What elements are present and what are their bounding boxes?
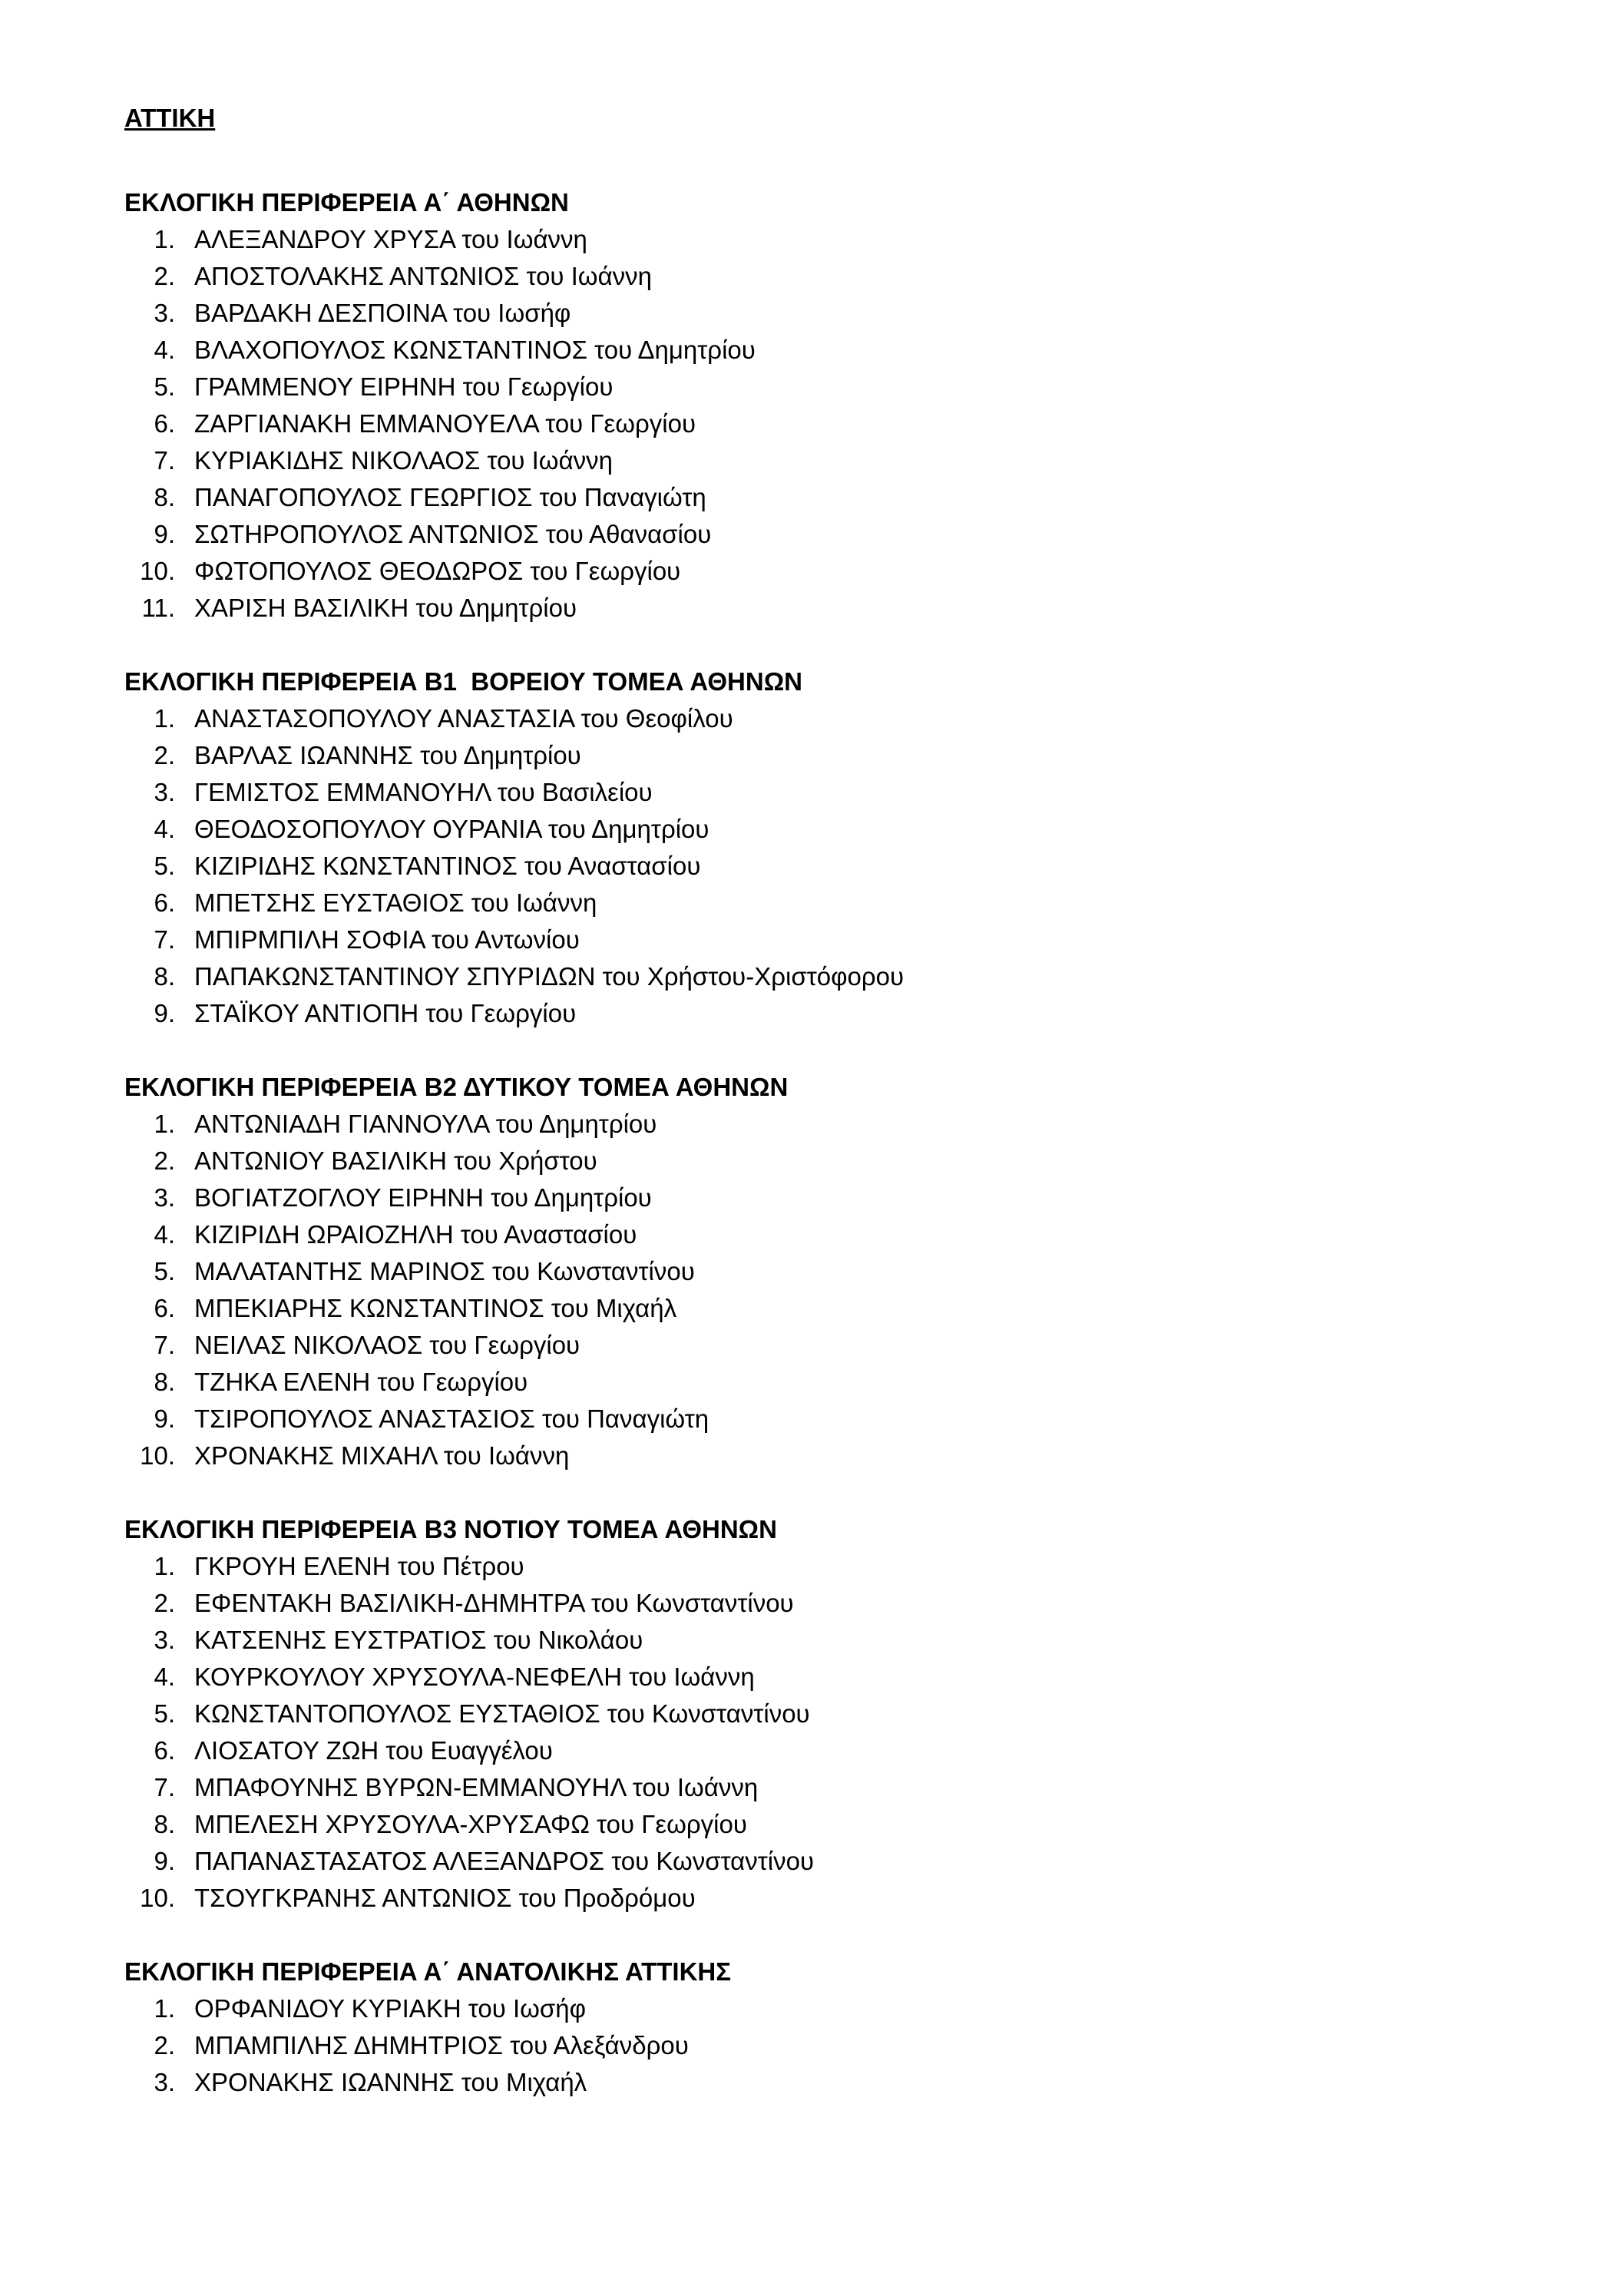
section-athens-b1 — [124, 663, 1583, 1032]
item-text: ΕΦΕΝΤΑΚΗ ΒΑΣΙΛΙΚΗ-ΔΗΜΗΤΡΑ του Κωνσταντίνου — [194, 1589, 794, 1617]
list-item — [124, 1990, 1583, 2027]
list-item — [124, 479, 1583, 516]
item-text: ΜΠΙΡΜΠΙΛΗ ΣΟΦΙΑ του Αντωνίου — [194, 925, 580, 954]
item-text: ΚΙΖΙΡΙΔΗΣ ΚΩΝΣΤΑΝΤΙΝΟΣ του Αναστασίου — [194, 852, 701, 880]
section-athens-a — [124, 184, 1583, 627]
item-text: ΤΣΟΥΓΚΡΑΝΗΣ ΑΝΤΩΝΙΟΣ του Προδρόμου — [194, 1884, 696, 1912]
item-number: 5. — [154, 1699, 175, 1728]
item-number: 1. — [154, 225, 175, 253]
item-number: 7. — [154, 925, 175, 954]
item-number: 6. — [154, 409, 175, 438]
item-text: ΝΕΙΛΑΣ ΝΙΚΟΛΑΟΣ του Γεωργίου — [194, 1331, 580, 1359]
list-item — [124, 553, 1583, 590]
item-number: 2. — [154, 1146, 175, 1175]
item-text: ΑΝΑΣΤΑΣΟΠΟΥΛΟΥ ΑΝΑΣΤΑΣΙΑ του Θεοφίλου — [194, 704, 733, 733]
document-body — [124, 100, 1583, 2138]
list-item — [124, 332, 1583, 369]
item-number: 9. — [154, 999, 175, 1027]
list-item — [124, 1437, 1583, 1474]
item-text: ΓΚΡΟΥΗ ΕΛΕΝΗ του Πέτρου — [194, 1552, 524, 1580]
item-number: 10. — [140, 1884, 175, 1912]
item-number: 4. — [154, 336, 175, 364]
item-number: 10. — [140, 557, 175, 585]
item-text: ΜΠΕΤΣΗΣ ΕΥΣΤΑΘΙΟΣ του Ιωάννη — [194, 888, 597, 917]
candidate-list — [124, 221, 1583, 627]
section-athens-b3 — [124, 1511, 1583, 1917]
list-item — [124, 258, 1583, 295]
list-item — [124, 1364, 1583, 1401]
candidate-list — [124, 1548, 1583, 1917]
list-item — [124, 995, 1583, 1032]
item-number: 3. — [154, 1183, 175, 1212]
item-number: 7. — [154, 1331, 175, 1359]
item-number: 2. — [154, 2031, 175, 2059]
item-text: ΒΟΓΙΑΤΖΟΓΛΟΥ ΕΙΡΗΝΗ του Δημητρίου — [194, 1183, 652, 1212]
list-item — [124, 516, 1583, 553]
item-number: 2. — [154, 1589, 175, 1617]
item-text: ΠΑΠΑΝΑΣΤΑΣΑΤΟΣ ΑΛΕΞΑΝΔΡΟΣ του Κωνσταντίνου — [194, 1847, 815, 1875]
item-number: 3. — [154, 299, 175, 327]
list-item — [124, 295, 1583, 332]
section-heading: ΕΚΛΟΓΙΚΗ ΠΕΡΙΦΕΡΕΙΑ Β3 ΝΟΤΙΟΥ ΤΟΜΕΑ ΑΘΗΝΩΝ — [124, 1515, 777, 1543]
section-east-attica-a — [124, 1954, 1583, 2101]
item-number: 1. — [154, 1110, 175, 1138]
item-number: 9. — [154, 1404, 175, 1433]
list-item — [124, 369, 1583, 405]
item-number: 11. — [141, 594, 175, 622]
item-text: ΜΠΑΜΠΙΛΗΣ ΔΗΜΗΤΡΙΟΣ του Αλεξάνδρου — [194, 2031, 689, 2059]
item-number: 5. — [154, 852, 175, 880]
list-item — [124, 2064, 1583, 2101]
list-item — [124, 774, 1583, 811]
item-text: ΒΑΡΔΑΚΗ ΔΕΣΠΟΙΝΑ του Ιωσήφ — [194, 299, 571, 327]
item-text: ΤΖΗΚΑ ΕΛΕΝΗ του Γεωργίου — [194, 1368, 528, 1396]
item-number: 7. — [154, 446, 175, 475]
list-item — [124, 1106, 1583, 1143]
list-item — [124, 1216, 1583, 1253]
item-text: ΖΑΡΓΙΑΝΑΚΗ ΕΜΜΑΝΟΥΕΛΑ του Γεωργίου — [194, 409, 696, 438]
item-text: ΑΛΕΞΑΝΔΡΟΥ ΧΡΥΣΑ του Ιωάννη — [194, 225, 587, 253]
item-number: 5. — [154, 1257, 175, 1285]
list-item — [124, 885, 1583, 921]
section-heading: ΕΚΛΟΓΙΚΗ ΠΕΡΙΦΕΡΕΙΑ Α΄ ΑΝΑΤΟΛΙΚΗΣ ΑΤΤΙΚΗΣ — [124, 1957, 732, 1986]
list-item — [124, 405, 1583, 442]
section-athens-b2 — [124, 1069, 1583, 1474]
list-item — [124, 2027, 1583, 2064]
item-number: 10. — [140, 1441, 175, 1470]
list-item — [124, 1622, 1583, 1659]
item-text: ΜΠΕΚΙΑΡΗΣ ΚΩΝΣΤΑΝΤΙΝΟΣ του Μιχαήλ — [194, 1294, 677, 1322]
item-text: ΚΥΡΙΑΚΙΔΗΣ ΝΙΚΟΛΑΟΣ του Ιωάννη — [194, 446, 613, 475]
item-number: 4. — [154, 1220, 175, 1249]
item-number: 4. — [154, 815, 175, 843]
item-text: ΑΝΤΩΝΙΟΥ ΒΑΣΙΛΙΚΗ του Χρήστου — [194, 1146, 597, 1175]
candidate-list — [124, 700, 1583, 1032]
list-item — [124, 442, 1583, 479]
list-item — [124, 1880, 1583, 1917]
item-number: 9. — [154, 520, 175, 548]
item-text: ΧΡΟΝΑΚΗΣ ΜΙΧΑΗΛ του Ιωάννη — [194, 1441, 570, 1470]
list-item — [124, 1732, 1583, 1769]
list-item — [124, 1179, 1583, 1216]
item-number: 2. — [154, 741, 175, 769]
item-text: ΚΩΝΣΤΑΝΤΟΠΟΥΛΟΣ ΕΥΣΤΑΘΙΟΣ του Κωνσταντίνου — [194, 1699, 810, 1728]
list-item — [124, 848, 1583, 885]
list-item — [124, 221, 1583, 258]
item-text: ΣΩΤΗΡΟΠΟΥΛΟΣ ΑΝΤΩΝΙΟΣ του Αθανασίου — [194, 520, 712, 548]
item-text: ΓΕΜΙΣΤΟΣ ΕΜΜΑΝΟΥΗΛ του Βασιλείου — [194, 778, 653, 806]
item-text: ΘΕΟΔΟΣΟΠΟΥΛΟΥ ΟΥΡΑΝΙΑ του Δημητρίου — [194, 815, 709, 843]
section-heading: ΕΚΛΟΓΙΚΗ ΠΕΡΙΦΕΡΕΙΑ Β1 ΒΟΡΕΙΟΥ ΤΟΜΕΑ ΑΘΗΝΩΝ — [124, 667, 802, 696]
item-text: ΜΠΕΛΕΣΗ ΧΡΥΣΟΥΛΑ-ΧΡΥΣΑΦΩ του Γεωργίου — [194, 1810, 747, 1838]
item-number: 3. — [154, 2068, 175, 2096]
item-number: 6. — [154, 1736, 175, 1765]
item-text: ΜΠΑΦΟΥΝΗΣ ΒΥΡΩΝ-ΕΜΜΑΝΟΥΗΛ του Ιωάννη — [194, 1773, 759, 1801]
list-item — [124, 958, 1583, 995]
item-number: 8. — [154, 962, 175, 991]
list-item — [124, 700, 1583, 737]
item-text: ΠΑΠΑΚΩΝΣΤΑΝΤΙΝΟΥ ΣΠΥΡΙΔΩΝ του Χρήστου-Χριστόφορου — [194, 962, 905, 991]
item-number: 8. — [154, 1368, 175, 1396]
item-number: 1. — [154, 1552, 175, 1580]
section-heading: ΕΚΛΟΓΙΚΗ ΠΕΡΙΦΕΡΕΙΑ Β2 ΔΥΤΙΚΟΥ ΤΟΜΕΑ ΑΘΗΝΩΝ — [124, 1073, 789, 1101]
item-text: ΦΩΤΟΠΟΥΛΟΣ ΘΕΟΔΩΡΟΣ του Γεωργίου — [194, 557, 681, 585]
document-title: ΑΤΤΙΚΗ — [124, 104, 216, 132]
item-text: ΣΤΑΪΚΟΥ ΑΝΤΙΟΠΗ του Γεωργίου — [194, 999, 577, 1027]
item-text: ΑΠΟΣΤΟΛΑΚΗΣ ΑΝΤΩΝΙΟΣ του Ιωάννη — [194, 262, 652, 290]
item-text: ΟΡΦΑΝΙΔΟΥ ΚΥΡΙΑΚΗ του Ιωσήφ — [194, 1994, 587, 2023]
item-text: ΒΛΑΧΟΠΟΥΛΟΣ ΚΩΝΣΤΑΝΤΙΝΟΣ του Δημητρίου — [194, 336, 756, 364]
item-number: 1. — [154, 704, 175, 733]
item-text: ΚΙΖΙΡΙΔΗ ΩΡΑΙΟΖΗΛΗ του Αναστασίου — [194, 1220, 637, 1249]
list-item — [124, 737, 1583, 774]
item-text: ΧΡΟΝΑΚΗΣ ΙΩΑΝΝΗΣ του Μιχαήλ — [194, 2068, 587, 2096]
list-item — [124, 1401, 1583, 1437]
item-number: 6. — [154, 888, 175, 917]
item-number: 8. — [154, 483, 175, 511]
item-number: 2. — [154, 262, 175, 290]
item-number: 5. — [154, 372, 175, 401]
item-text: ΚΑΤΣΕΝΗΣ ΕΥΣΤΡΑΤΙΟΣ του Νικολάου — [194, 1626, 643, 1654]
item-number: 3. — [154, 778, 175, 806]
list-item — [124, 1843, 1583, 1880]
list-item — [124, 590, 1583, 627]
list-item — [124, 1548, 1583, 1585]
item-text: ΤΣΙΡΟΠΟΥΛΟΣ ΑΝΑΣΤΑΣΙΟΣ του Παναγιώτη — [194, 1404, 709, 1433]
list-item — [124, 811, 1583, 848]
list-item — [124, 1696, 1583, 1732]
item-number: 8. — [154, 1810, 175, 1838]
list-item — [124, 921, 1583, 958]
item-number: 9. — [154, 1847, 175, 1875]
item-text: ΓΡΑΜΜΕΝΟΥ ΕΙΡΗΝΗ του Γεωργίου — [194, 372, 614, 401]
list-item — [124, 1327, 1583, 1364]
item-number: 3. — [154, 1626, 175, 1654]
list-item — [124, 1143, 1583, 1179]
candidate-list — [124, 1106, 1583, 1474]
section-heading: ΕΚΛΟΓΙΚΗ ΠΕΡΙΦΕΡΕΙΑ Α΄ ΑΘΗΝΩΝ — [124, 188, 569, 217]
item-number: 6. — [154, 1294, 175, 1322]
list-item — [124, 1253, 1583, 1290]
list-item — [124, 1769, 1583, 1806]
candidate-list — [124, 1990, 1583, 2101]
item-number: 4. — [154, 1662, 175, 1691]
list-item — [124, 1585, 1583, 1622]
list-item — [124, 1659, 1583, 1696]
list-item — [124, 1806, 1583, 1843]
item-text: ΛΙΟΣΑΤΟΥ ΖΩΗ του Ευαγγέλου — [194, 1736, 553, 1765]
item-text: ΚΟΥΡΚΟΥΛΟΥ ΧΡΥΣΟΥΛΑ-ΝΕΦΕΛΗ του Ιωάννη — [194, 1662, 755, 1691]
item-text: ΑΝΤΩΝΙΑΔΗ ΓΙΑΝΝΟΥΛΑ του Δημητρίου — [194, 1110, 657, 1138]
item-text: ΧΑΡΙΣΗ ΒΑΣΙΛΙΚΗ του Δημητρίου — [194, 594, 577, 622]
item-number: 7. — [154, 1773, 175, 1801]
item-text: ΜΑΛΑΤΑΝΤΗΣ ΜΑΡΙΝΟΣ του Κωνσταντίνου — [194, 1257, 695, 1285]
item-text: ΠΑΝΑΓΟΠΟΥΛΟΣ ΓΕΩΡΓΙΟΣ του Παναγιώτη — [194, 483, 706, 511]
item-text: ΒΑΡΛΑΣ ΙΩΑΝΝΗΣ του Δημητρίου — [194, 741, 581, 769]
item-number: 1. — [154, 1994, 175, 2023]
list-item — [124, 1290, 1583, 1327]
